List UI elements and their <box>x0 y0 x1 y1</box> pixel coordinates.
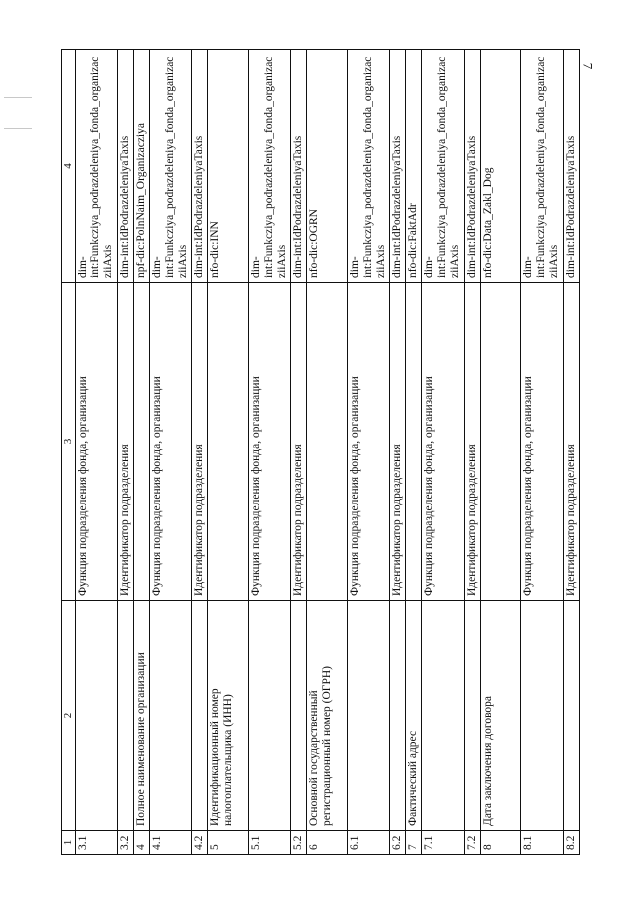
taxonomy-element-cell: dim-int:Funkcziya_podrazdeleniya_fonda_organizacziiAxis <box>422 50 464 283</box>
header-cell: 3 <box>62 283 76 601</box>
dimension-description-cell: Идентификатор подразделения <box>464 283 480 601</box>
taxonomy-element-cell: dim-int:IdPodrazdeleniyaTaxis <box>291 50 307 283</box>
indicator-name-cell <box>563 601 579 831</box>
dimension-description-cell: Функция подразделения фонда, организации <box>150 283 192 601</box>
indicator-name-cell <box>390 601 406 831</box>
table-row <box>248 50 290 855</box>
table-row <box>192 50 208 855</box>
taxonomy-element-cell: dim-int:IdPodrazdeleniyaTaxis <box>192 50 208 283</box>
row-number-cell: 7.1 <box>422 831 464 855</box>
indicator-name-cell: Фактический адрес <box>406 601 422 831</box>
table-row <box>563 50 579 855</box>
dimension-description-cell <box>480 283 521 601</box>
indicator-name-cell <box>192 601 208 831</box>
taxonomy-element-cell: npf-dic:PolnNaim_Organizacziya <box>133 50 149 283</box>
dimension-description-cell: Идентификатор подразделения <box>291 283 307 601</box>
table-row <box>521 50 563 855</box>
table-row <box>347 50 389 855</box>
dimension-description-cell: Функция подразделения фонда, организации <box>521 283 563 601</box>
dimension-description-cell <box>406 283 422 601</box>
indicator-name-cell: Дата заключения договора <box>480 601 521 831</box>
table-row <box>422 50 464 855</box>
dimension-description-cell <box>133 283 149 601</box>
indicator-name-cell <box>75 601 117 831</box>
header-cell: 4 <box>62 50 76 283</box>
indicator-name-cell: Идентификационный номер налогоплательщика (ИНН) <box>208 601 249 831</box>
taxonomy-element-cell: nfo-dic:OGRN <box>307 50 348 283</box>
table-header-row <box>62 50 76 855</box>
indicator-name-cell <box>248 601 290 831</box>
indicator-name-cell: Полное наименование организации <box>133 601 149 831</box>
indicator-name-cell <box>521 601 563 831</box>
table-row <box>117 50 133 855</box>
table-row <box>406 50 422 855</box>
row-number-cell: 8.2 <box>563 831 579 855</box>
row-number-cell: 8 <box>480 831 521 855</box>
taxonomy-element-cell: dim-int:IdPodrazdeleniyaTaxis <box>390 50 406 283</box>
taxonomy-element-cell: dim-int:IdPodrazdeleniyaTaxis <box>563 50 579 283</box>
row-number-cell: 7.2 <box>464 831 480 855</box>
indicator-name-cell <box>422 601 464 831</box>
row-number-cell: 4 <box>133 831 149 855</box>
table-row <box>390 50 406 855</box>
row-number-cell: 4.2 <box>192 831 208 855</box>
row-number-cell: 8.1 <box>521 831 563 855</box>
taxonomy-table <box>61 49 580 855</box>
indicator-name-cell <box>347 601 389 831</box>
row-number-cell: 5 <box>208 831 249 855</box>
row-number-cell: 5.1 <box>248 831 290 855</box>
row-number-cell: 3.1 <box>75 831 117 855</box>
dimension-description-cell: Идентификатор подразделения <box>117 283 133 601</box>
dimension-description-cell <box>208 283 249 601</box>
header-cell: 2 <box>62 601 76 831</box>
indicator-name-cell <box>291 601 307 831</box>
dimension-description-cell: Идентификатор подразделения <box>192 283 208 601</box>
row-number-cell: 3.2 <box>117 831 133 855</box>
dimension-description-cell: Функция подразделения фонда, организации <box>75 283 117 601</box>
indicator-name-cell <box>117 601 133 831</box>
rotated-table-container <box>61 50 580 855</box>
dimension-description-cell: Функция подразделения фонда, организации <box>347 283 389 601</box>
dimension-description-cell: Идентификатор подразделения <box>390 283 406 601</box>
taxonomy-element-cell: dim-int:Funkcziya_podrazdeleniya_fonda_organizacziiAxis <box>521 50 563 283</box>
header-cell: 1 <box>62 831 76 855</box>
table-row <box>464 50 480 855</box>
row-number-cell: 7 <box>406 831 422 855</box>
row-number-cell: 6 <box>307 831 348 855</box>
row-number-cell: 4.1 <box>150 831 192 855</box>
taxonomy-element-cell: dim-int:IdPodrazdeleniyaTaxis <box>464 50 480 283</box>
table-row <box>133 50 149 855</box>
table-row <box>480 50 521 855</box>
dimension-description-cell: Функция подразделения фонда, организации <box>248 283 290 601</box>
indicator-name-cell <box>150 601 192 831</box>
indicator-name-cell <box>464 601 480 831</box>
scan-margin-mark <box>4 128 32 129</box>
taxonomy-element-cell: dim-int:IdPodrazdeleniyaTaxis <box>117 50 133 283</box>
indicator-name-cell: Основной государственный регистрационный номер (ОГРН) <box>307 601 348 831</box>
taxonomy-element-cell: nfo-dic:FaktAdr <box>406 50 422 283</box>
dimension-description-cell <box>307 283 348 601</box>
table-row <box>150 50 192 855</box>
dimension-description-cell: Идентификатор подразделения <box>563 283 579 601</box>
table-row <box>208 50 249 855</box>
taxonomy-element-cell: nfo-dic:Data_Zakl_Dog <box>480 50 521 283</box>
table-row <box>75 50 117 855</box>
row-number-cell: 6.1 <box>347 831 389 855</box>
scan-margin-mark <box>4 97 32 98</box>
row-number-cell: 6.2 <box>390 831 406 855</box>
table-row <box>291 50 307 855</box>
taxonomy-element-cell: dim-int:Funkcziya_podrazdeleniya_fonda_organizacziiAxis <box>347 50 389 283</box>
dimension-description-cell: Функция подразделения фонда, организации <box>422 283 464 601</box>
taxonomy-element-cell: dim-int:Funkcziya_podrazdeleniya_fonda_organizacziiAxis <box>248 50 290 283</box>
taxonomy-element-cell: dim-int:Funkcziya_podrazdeleniya_fonda_organizacziiAxis <box>75 50 117 283</box>
table-row <box>307 50 348 855</box>
row-number-cell: 5.2 <box>291 831 307 855</box>
page-number: 7 <box>580 62 596 70</box>
taxonomy-element-cell: dim-int:Funkcziya_podrazdeleniya_fonda_organizacziiAxis <box>150 50 192 283</box>
taxonomy-element-cell: nfo-dic:INN <box>208 50 249 283</box>
